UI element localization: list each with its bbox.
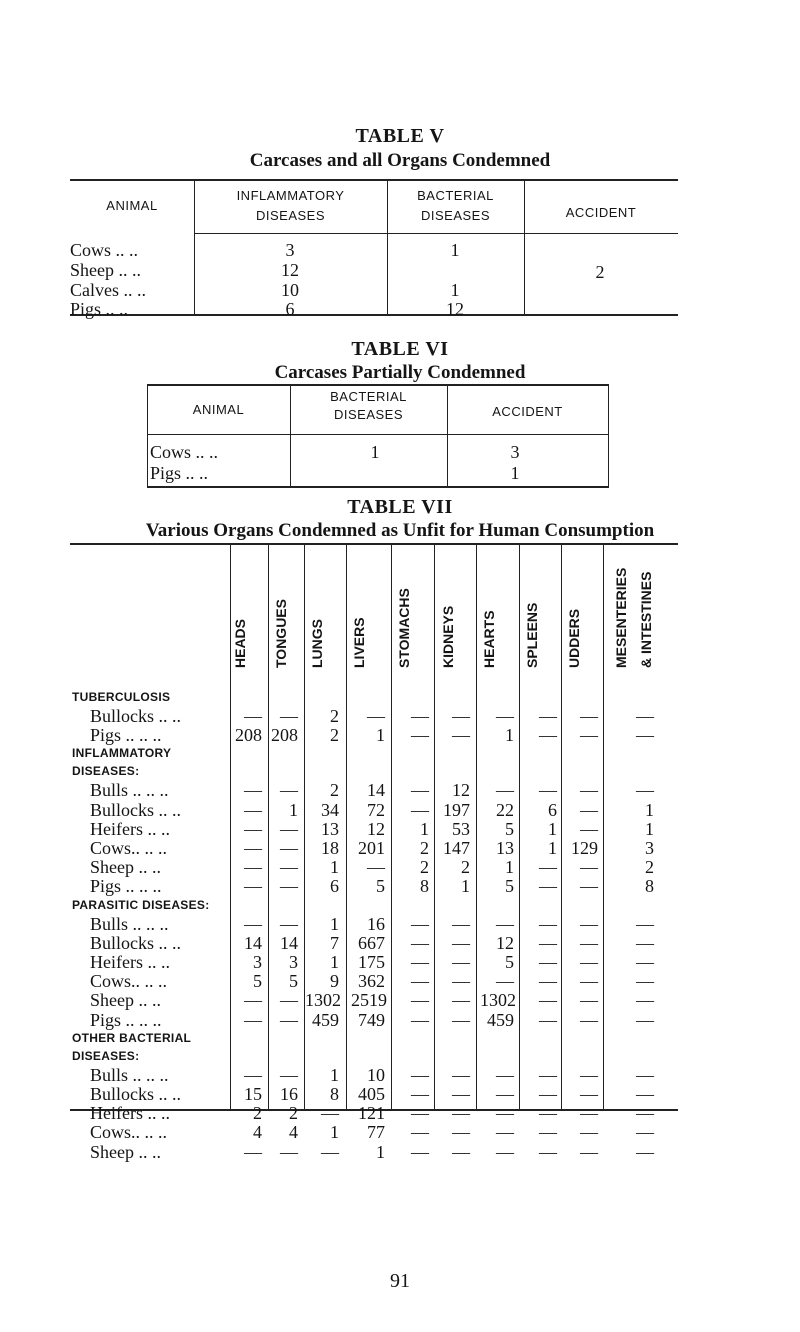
table6-cell: 1	[510, 463, 520, 483]
table-cell: —	[636, 1084, 654, 1104]
table5-bottom-rule	[70, 314, 678, 316]
table-cell: —	[321, 1103, 339, 1124]
row-label: Sheep .. ..	[90, 1141, 161, 1162]
table-cell: 2	[253, 1103, 262, 1124]
table5-header-diseases: DISEASES	[420, 208, 491, 223]
table-cell: —	[539, 1009, 557, 1030]
table-cell: —	[580, 706, 598, 726]
table-cell: 1	[289, 799, 298, 820]
column-header-livers: LIVERS	[351, 617, 367, 668]
section-heading: DISEASES:	[72, 1048, 140, 1063]
table6-cell: 3	[510, 442, 520, 462]
table-cell: —	[636, 1122, 654, 1143]
table-cell: 1	[548, 818, 557, 839]
table-cell: 1	[645, 818, 654, 839]
table5-cell: 1	[450, 280, 460, 300]
table7-subtitle: Various Organs Condemned as Unfit for Human Consumption	[145, 520, 655, 541]
table-cell: 77	[367, 1122, 385, 1143]
table-cell: 13	[496, 838, 514, 858]
table-cell: —	[452, 706, 470, 726]
table5-top-rule	[70, 179, 678, 181]
table-cell: —	[280, 838, 298, 858]
table-cell: —	[539, 780, 557, 801]
row-label: Bullocks .. ..	[90, 706, 182, 726]
table-cell: —	[580, 952, 598, 972]
table5-cell: 6	[285, 299, 295, 319]
row-label: Cows.. .. ..	[90, 1122, 168, 1143]
table-cell: 405	[358, 1084, 385, 1104]
table-cell: —	[580, 1141, 598, 1162]
table-cell: —	[580, 1009, 598, 1030]
table-cell: —	[411, 780, 429, 801]
row-label: Heifers .. ..	[90, 952, 170, 972]
row-label: Bullocks .. ..	[90, 799, 182, 820]
table-cell: 129	[571, 838, 598, 858]
table-cell: —	[452, 1064, 470, 1085]
column-header-stomachs: STOMACHS	[396, 588, 412, 668]
table-cell: 1	[461, 876, 470, 897]
table-cell: —	[636, 706, 654, 726]
table-cell: 2	[289, 1103, 298, 1124]
table-cell: 6	[548, 799, 557, 820]
table6-border	[608, 386, 609, 487]
table-cell: —	[280, 780, 298, 801]
table-cell: 34	[321, 799, 339, 820]
table-cell: 121	[358, 1103, 385, 1124]
table-cell: 1	[645, 799, 654, 820]
table-cell: —	[411, 1141, 429, 1162]
table-cell: —	[580, 780, 598, 801]
table-cell: 667	[358, 932, 385, 953]
table-cell: —	[580, 971, 598, 992]
table-cell: 1	[330, 913, 339, 934]
table7-column-divider	[603, 545, 604, 1109]
table6-header-accident: ACCIDENT	[492, 404, 563, 419]
table-cell: —	[244, 990, 262, 1011]
table-cell: —	[452, 971, 470, 992]
table-cell: —	[496, 706, 514, 726]
table-cell: 147	[443, 838, 470, 858]
table-cell: —	[636, 780, 654, 801]
table-cell: —	[496, 971, 514, 992]
table-cell: —	[496, 1103, 514, 1124]
table-cell: —	[411, 725, 429, 746]
table-cell: 1	[420, 818, 429, 839]
table-cell: 459	[487, 1009, 514, 1030]
table-cell: 1	[330, 857, 339, 878]
column-header-mesenteries: MESENTERIES	[613, 567, 629, 668]
table-cell: —	[280, 1009, 298, 1030]
table-cell: —	[496, 913, 514, 934]
table-cell: —	[244, 1141, 262, 1162]
table-cell: —	[496, 1122, 514, 1143]
table-cell: 5	[505, 952, 514, 972]
table5-row-label: Calves .. ..	[70, 280, 146, 300]
table-cell: —	[580, 876, 598, 897]
table-cell: —	[411, 1122, 429, 1143]
row-label: Bullocks .. ..	[90, 932, 182, 953]
table-cell: 7	[330, 932, 339, 953]
table-cell: —	[452, 990, 470, 1011]
table5-cell: 2	[595, 262, 605, 282]
table-cell: 5	[505, 876, 514, 897]
table5-header-accident: ACCIDENT	[565, 205, 637, 220]
table-cell: —	[580, 913, 598, 934]
table-cell: —	[244, 838, 262, 858]
table6-top-rule	[147, 384, 609, 386]
table5-divider	[524, 181, 525, 315]
table-cell: —	[580, 1122, 598, 1143]
table-cell: —	[280, 990, 298, 1011]
table-cell: —	[244, 876, 262, 897]
table-cell: 8	[330, 1084, 339, 1104]
table-cell: 5	[289, 971, 298, 992]
table5-header-inflammatory: INFLAMMATORY	[236, 188, 345, 203]
table6-header-animal: ANIMAL	[192, 402, 245, 417]
table5-header-diseases: DISEASES	[255, 208, 326, 223]
table-cell: —	[580, 932, 598, 953]
table-cell: 22	[496, 799, 514, 820]
table-cell: —	[244, 1009, 262, 1030]
table-cell: —	[452, 1122, 470, 1143]
table-cell: —	[411, 932, 429, 953]
table-cell: —	[367, 706, 385, 726]
table-cell: —	[321, 1141, 339, 1162]
table-cell: —	[244, 818, 262, 839]
page-number: 91	[390, 1270, 410, 1292]
table-cell: —	[452, 1084, 470, 1104]
table6-header-bacterial: BACTERIAL	[330, 389, 407, 404]
table-cell: 2	[645, 857, 654, 878]
table-cell: 2519	[351, 990, 387, 1011]
table-cell: 8	[420, 876, 429, 897]
table-cell: —	[636, 990, 654, 1011]
table-cell: —	[539, 1064, 557, 1085]
table-cell: —	[496, 1141, 514, 1162]
table-cell: —	[580, 725, 598, 746]
table5-cell: 12	[446, 299, 464, 319]
row-label: Cows.. .. ..	[90, 971, 168, 992]
column-header-hearts: HEARTS	[481, 610, 497, 668]
table-cell: —	[580, 857, 598, 878]
table-cell: 197	[443, 799, 470, 820]
section-heading: INFLAMMATORY	[72, 746, 172, 761]
table5-header-bacterial: BACTERIAL	[417, 188, 494, 203]
table-cell: 10	[367, 1064, 385, 1085]
table-cell: —	[539, 971, 557, 992]
table-cell: —	[244, 1064, 262, 1085]
table5-cell: 12	[281, 260, 299, 280]
table-cell: —	[636, 1103, 654, 1124]
table-cell: —	[580, 818, 598, 839]
table-cell: —	[280, 857, 298, 878]
table-cell: 1	[376, 725, 385, 746]
table-cell: —	[539, 1084, 557, 1104]
table-cell: —	[411, 1064, 429, 1085]
table-cell: —	[636, 913, 654, 934]
table-cell: —	[580, 799, 598, 820]
table-cell: 208	[271, 725, 298, 746]
table-cell: —	[539, 1103, 557, 1124]
table-cell: 2	[330, 780, 339, 801]
row-label: Bulls .. .. ..	[90, 780, 169, 801]
table-cell: 2	[330, 725, 339, 746]
table-cell: —	[452, 1141, 470, 1162]
table-cell: —	[539, 952, 557, 972]
section-heading: PARASITIC DISEASES:	[72, 897, 210, 912]
row-label: Pigs .. .. ..	[90, 876, 162, 897]
table-cell: —	[539, 990, 557, 1011]
table-cell: —	[411, 971, 429, 992]
column-header-kidneys: KIDNEYS	[440, 605, 456, 668]
table-cell: —	[496, 1064, 514, 1085]
table-cell: 16	[367, 913, 385, 934]
row-label: Sheep .. ..	[90, 857, 161, 878]
table-cell: —	[411, 1009, 429, 1030]
table7-title: TABLE VII	[347, 496, 453, 518]
table7-column-divider	[519, 545, 520, 1109]
table-cell: —	[452, 913, 470, 934]
table-cell: —	[496, 780, 514, 801]
table-cell: —	[539, 932, 557, 953]
table-cell: —	[244, 913, 262, 934]
table-cell: —	[580, 1064, 598, 1085]
table-cell: —	[280, 876, 298, 897]
table-cell: —	[452, 725, 470, 746]
table-cell: —	[539, 1122, 557, 1143]
row-label: Cows.. .. ..	[90, 838, 168, 858]
table-cell: —	[636, 971, 654, 992]
table-cell: —	[244, 706, 262, 726]
table5-header-animal: ANIMAL	[106, 198, 158, 213]
table-cell: 14	[280, 932, 298, 953]
table-cell: —	[244, 780, 262, 801]
section-heading: OTHER BACTERIAL	[72, 1030, 192, 1045]
table5-cell: 3	[285, 240, 295, 260]
table-cell: —	[539, 706, 557, 726]
row-label: Heifers .. ..	[90, 818, 170, 839]
table7-column-divider	[346, 545, 347, 1109]
table-cell: 1	[376, 1141, 385, 1162]
column-header-lungs: LUNGS	[309, 619, 325, 668]
row-label: Heifers .. ..	[90, 1103, 170, 1124]
table5-subtitle: Carcases and all Organs Condemned	[249, 150, 551, 171]
table6-header-rule	[147, 434, 609, 435]
table-cell: —	[496, 1084, 514, 1104]
table-cell: —	[280, 706, 298, 726]
table-cell: 5	[505, 818, 514, 839]
table7-column-divider	[561, 545, 562, 1109]
table-cell: 18	[321, 838, 339, 858]
table-cell: 4	[289, 1122, 298, 1143]
table5-header-rule	[194, 233, 678, 234]
section-heading: DISEASES:	[72, 764, 140, 779]
table-cell: 14	[244, 932, 262, 953]
table-cell: 749	[358, 1009, 385, 1030]
table-cell: —	[636, 952, 654, 972]
table-cell: —	[636, 1009, 654, 1030]
table-cell: —	[636, 1064, 654, 1085]
table-cell: 12	[452, 780, 470, 801]
table6-cell: 1	[370, 442, 380, 462]
table-cell: 12	[496, 932, 514, 953]
column-header-intestines: & INTESTINES	[638, 571, 654, 668]
column-header-udders: UDDERS	[566, 608, 582, 668]
section-heading: TUBERCULOSIS	[72, 690, 171, 704]
table5-title: TABLE V	[355, 125, 445, 147]
table-cell: 16	[280, 1084, 298, 1104]
table6-row-label: Cows .. ..	[150, 442, 219, 462]
table-cell: —	[539, 913, 557, 934]
table-cell: —	[636, 932, 654, 953]
table-cell: —	[452, 952, 470, 972]
table6-header-diseases: DISEASES	[333, 407, 404, 422]
table-cell: —	[636, 1141, 654, 1162]
table-cell: 72	[367, 799, 385, 820]
table-cell: —	[580, 1084, 598, 1104]
table-cell: —	[539, 876, 557, 897]
table-cell: 2	[461, 857, 470, 878]
table-cell: —	[280, 1141, 298, 1162]
table-cell: 1302	[480, 990, 516, 1011]
table-cell: 6	[330, 876, 339, 897]
table-cell: 13	[321, 818, 339, 839]
table-cell: —	[244, 799, 262, 820]
table-cell: 12	[367, 818, 385, 839]
table-cell: —	[280, 1064, 298, 1085]
table-cell: 14	[367, 780, 385, 801]
table-cell: 175	[358, 952, 385, 972]
table7-column-divider	[434, 545, 435, 1109]
table5-row-label: Pigs .. ..	[70, 299, 129, 319]
table-cell: 3	[289, 952, 298, 972]
row-label: Bulls .. .. ..	[90, 1064, 169, 1085]
table5-cell: 1	[450, 240, 460, 260]
table-cell: —	[367, 857, 385, 878]
row-label: Bulls .. .. ..	[90, 913, 169, 934]
column-header-heads: HEADS	[232, 618, 248, 668]
table-cell: —	[580, 1103, 598, 1124]
table6-row-label: Pigs .. ..	[150, 463, 209, 483]
table-cell: 1302	[305, 990, 341, 1011]
table-cell: —	[411, 1084, 429, 1104]
table-cell: —	[452, 1009, 470, 1030]
table-cell: —	[539, 1141, 557, 1162]
table-cell: —	[580, 990, 598, 1011]
table-cell: 2	[330, 706, 339, 726]
table-cell: 5	[253, 971, 262, 992]
table-cell: 459	[312, 1009, 339, 1030]
table5-cell: 10	[281, 280, 299, 300]
table-cell: —	[636, 725, 654, 746]
table5-row-label: Cows .. ..	[70, 240, 139, 260]
row-label: Pigs .. .. ..	[90, 725, 162, 746]
table-cell: —	[452, 1103, 470, 1124]
table7-column-divider	[476, 545, 477, 1109]
table6-title: TABLE VI	[351, 338, 449, 360]
table-cell: —	[244, 857, 262, 878]
table-cell: 2	[420, 857, 429, 878]
table-cell: 53	[452, 818, 470, 839]
table-cell: 1	[330, 1122, 339, 1143]
column-header-tongues: TONGUES	[273, 599, 289, 668]
table-cell: —	[411, 706, 429, 726]
table7-top-rule	[70, 543, 678, 545]
table6-bottom-rule	[147, 486, 609, 488]
table-cell: —	[411, 990, 429, 1011]
table7-column-divider	[391, 545, 392, 1109]
table-cell: 5	[376, 876, 385, 897]
table-cell: 1	[505, 725, 514, 746]
table-cell: —	[411, 913, 429, 934]
table-cell: 2	[420, 838, 429, 858]
column-header-spleens: SPLEENS	[524, 602, 540, 668]
table-cell: 362	[358, 971, 385, 992]
table-cell: 208	[235, 725, 262, 746]
table-cell: 15	[244, 1084, 262, 1104]
table-cell: 9	[330, 971, 339, 992]
table-cell: 1	[330, 952, 339, 972]
table5-row-label: Sheep .. ..	[70, 260, 141, 280]
row-label: Sheep .. ..	[90, 990, 161, 1011]
row-label: Bullocks .. ..	[90, 1084, 182, 1104]
table-cell: 201	[358, 838, 385, 858]
table-cell: 3	[253, 952, 262, 972]
table6-subtitle: Carcases Partially Condemned	[274, 362, 526, 383]
table-cell: 1	[330, 1064, 339, 1085]
table-cell: —	[280, 818, 298, 839]
table-cell: —	[452, 932, 470, 953]
table-cell: —	[539, 725, 557, 746]
table-cell: 8	[645, 876, 654, 897]
table-cell: 1	[505, 857, 514, 878]
table-cell: —	[411, 952, 429, 972]
table-cell: 1	[548, 838, 557, 858]
table-cell: —	[411, 799, 429, 820]
table-cell: —	[411, 1103, 429, 1124]
row-label: Pigs .. .. ..	[90, 1009, 162, 1030]
table-cell: —	[280, 913, 298, 934]
table-cell: 4	[253, 1122, 262, 1143]
table-cell: —	[539, 857, 557, 878]
table-cell: 3	[645, 838, 654, 858]
